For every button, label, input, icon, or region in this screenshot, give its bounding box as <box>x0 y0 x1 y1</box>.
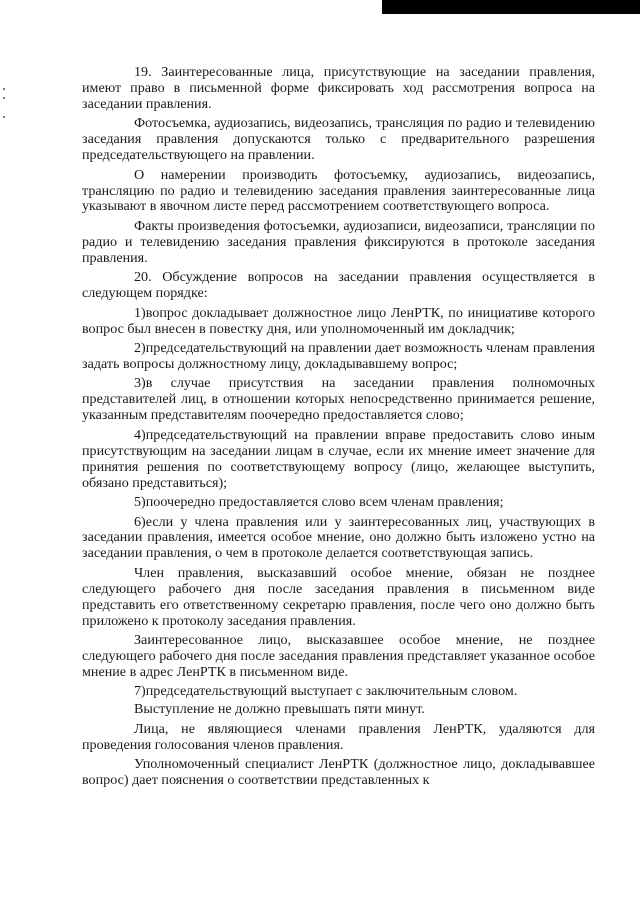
paragraph-intent-notice: О намерении производить фотосъемку, аудиозапись, видеозапись, трансляцию по радио и телевидению заседания правления заинтересованные лица указывают в явочном листе перед рассмотрением соответствующего вопроса. <box>82 166 595 215</box>
paragraph-time-limit: Выступление не должно превышать пяти минут. <box>134 701 425 718</box>
paragraph-facts-recorded: Факты произведения фотосъемки, аудиозаписи, видеозаписи, трансляции по радио и телевидению заседания правления фиксируются в протоколе заседания правления. <box>82 217 595 266</box>
paragraph-dissent-interested: Заинтересованное лицо, высказавшее особое мнение, не позднее следующего рабочего дня после заседания правления представляет указанное особое мнение в адрес ЛенРТК в письменном виде. <box>82 632 595 680</box>
list-item-6: 6)если у члена правления или у заинтересованных лиц, участвующих в заседании правления, имеется особое мнение, оно должно быть изложено устно на заседании правления, о чем в протоколе делается соответствующая запись. <box>82 513 595 562</box>
list-item-4: 4)председательствующий на правлении вправе предоставить слово иным присутствующим на заседании лицам в случае, если их мнение имеет значение для принятия решения по соответствующему вопросу (лицо, желающее выступить, обязано представиться); <box>82 426 595 491</box>
paragraph-19: 19. Заинтересованные лица, присутствующие на заседании правления, имеют право в письменной форме фиксировать ход рассмотрения вопроса на заседании правления. <box>82 64 595 112</box>
paragraph-specialist: Уполномоченный специалист ЛенРТК (должностное лицо, докладывавшее вопрос) дает пояснения о соответствии представленных к <box>82 756 595 789</box>
scan-edge-black-bar <box>382 0 640 14</box>
scan-speck <box>3 116 5 118</box>
list-item-5: 5)поочередно предоставляется слово всем членам правления; <box>134 494 504 510</box>
paragraph-dissent-member: Член правления, высказавший особое мнение, обязан не позднее следующего рабочего дня после заседания правления в письменном виде представить его ответственному секретарю правления, после чего оно должно быть приложено к протоколу заседания правления. <box>82 564 595 629</box>
list-item-1: 1)вопрос докладывает должностное лицо ЛенРТК, по инициативе которого вопрос был внесен в повестку дня, или уполномоченный им докладчик; <box>82 304 595 337</box>
scan-speck <box>3 97 5 99</box>
paragraph-20: 20. Обсуждение вопросов на заседании правления осуществляется в следующем порядке: <box>82 269 595 302</box>
list-item-3: 3)в случае присутствия на заседании правления полномочных представителей лиц, в отношении которых непосредственно принимается решение, указанным представителям поочередно предоставляется слово; <box>82 375 595 424</box>
scan-speck <box>3 88 5 90</box>
paragraph-photo-permission: Фотосъемка, аудиозапись, видеозапись, трансляция по радио и телевидению заседания правления допускаются только с предварительного разрешения председательствующего на правлении. <box>82 115 595 164</box>
document-body <box>82 65 595 793</box>
paragraph-non-members-leave: Лица, не являющиеся членами правления ЛенРТК, удаляются для проведения голосования членов правления. <box>82 720 595 753</box>
list-item-7: 7)председательствующий выступает с заключительным словом. <box>134 683 518 700</box>
list-item-2: 2)председательствующий на правлении дает возможность членам правления задать вопросы должностному лицу, докладывавшему вопрос; <box>82 340 595 372</box>
